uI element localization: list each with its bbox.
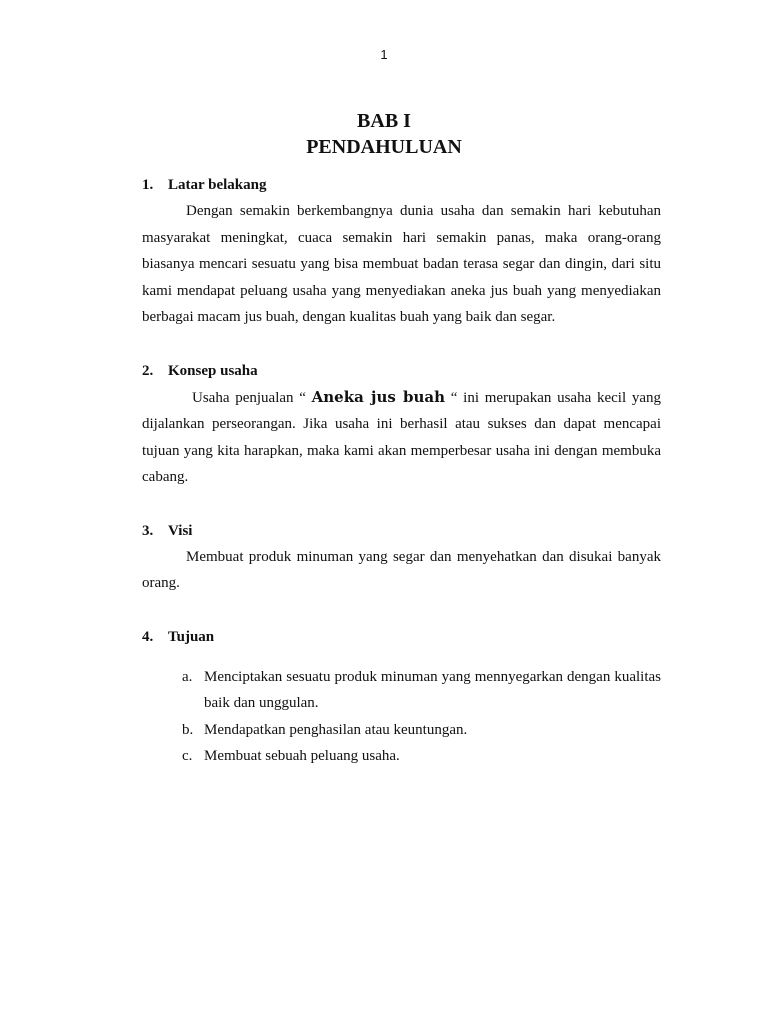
section-paragraph: Membuat produk minuman yang segar dan menyehatkan dan disukai banyak orang. bbox=[142, 548, 661, 591]
list-item bbox=[182, 717, 661, 744]
business-name: Aneka jus buah bbox=[311, 387, 446, 406]
section-title: Latar belakang bbox=[168, 177, 267, 193]
chapter-heading bbox=[0, 108, 768, 160]
section-latar-belakang bbox=[142, 172, 661, 331]
section-tujuan bbox=[142, 624, 661, 770]
page-number: 1 bbox=[380, 47, 388, 62]
section-visi bbox=[142, 518, 661, 597]
section-number: 1. bbox=[142, 177, 154, 193]
section-heading bbox=[142, 518, 661, 544]
chapter-title: PENDAHULUAN bbox=[306, 136, 462, 158]
list-item-text: Membuat sebuah peluang usaha. bbox=[204, 748, 400, 764]
section-paragraph: Dengan semakin berkembangnya dunia usaha dan semakin hari kebutuhan masyarakat meningkat, cuaca semakin hari semakin panas, maka orang-orang biasanya mencari sesuatu yang bisa membuat badan terasa segar dan dingin, dari situ kami mendapat peluang usaha yang menyediakan aneka jus buah yang menyediakan berbagai macam jus buah, dengan kualitas buah yang baik dan segar. bbox=[142, 203, 661, 325]
list-marker: b. bbox=[182, 721, 194, 738]
paragraph-text-after: “ ini merupakan usaha kecil yang dijalankan perseorangan. Jika usaha ini berhasil atau sukses dan dapat mencapai tujuan yang kita harapkan, maka kami akan memperbesar usaha ini dengan membuka cabang. bbox=[142, 389, 661, 485]
goal-list bbox=[182, 664, 661, 770]
list-item bbox=[182, 664, 661, 717]
section-title: Visi bbox=[168, 522, 193, 539]
document-body bbox=[142, 172, 661, 770]
section-number: 2. bbox=[142, 362, 154, 379]
list-item-text: Mendapatkan penghasilan atau keuntungan. bbox=[204, 721, 468, 738]
list-item bbox=[182, 743, 661, 770]
chapter-label: BAB I bbox=[357, 110, 411, 132]
section-paragraph bbox=[142, 384, 661, 491]
section-heading bbox=[142, 172, 661, 198]
section-title: Tujuan bbox=[168, 628, 215, 645]
list-marker: a. bbox=[182, 668, 193, 685]
section-konsep-usaha bbox=[142, 358, 661, 491]
list-item-text: Menciptakan sesuatu produk minuman yang mennyegarkan dengan kualitas baik dan unggulan. bbox=[204, 668, 661, 711]
section-heading bbox=[142, 358, 661, 384]
section-number: 4. bbox=[142, 628, 154, 645]
section-heading bbox=[142, 624, 661, 650]
section-title: Konsep usaha bbox=[168, 362, 258, 379]
section-number: 3. bbox=[142, 522, 154, 539]
list-marker: c. bbox=[182, 748, 193, 764]
paragraph-text-before: Usaha penjualan “ bbox=[192, 389, 312, 406]
